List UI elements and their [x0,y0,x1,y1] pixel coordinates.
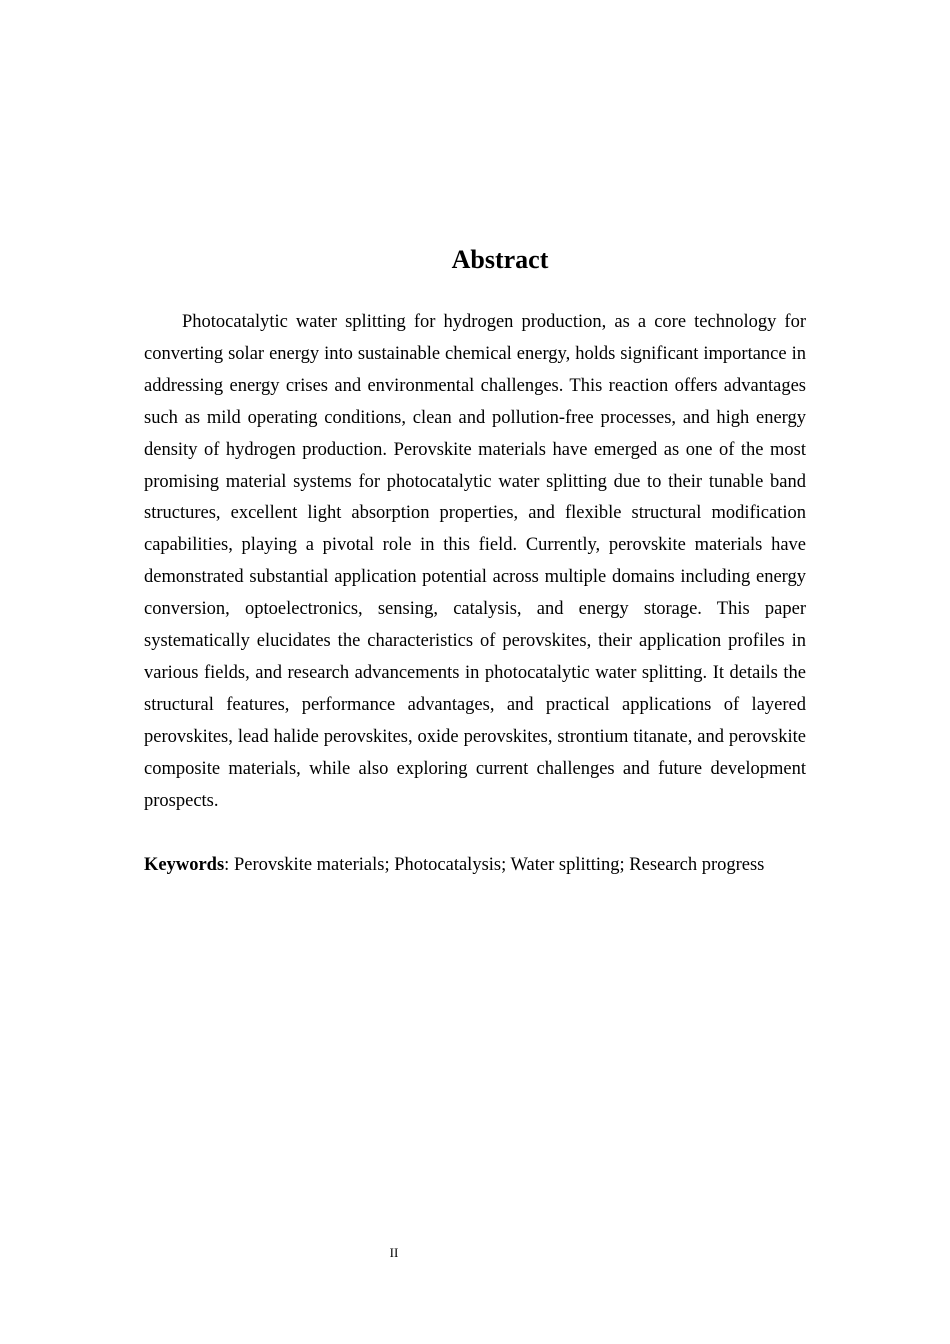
keywords-separator: : [224,854,230,875]
keywords-label: Keywords [144,854,225,875]
page-number: II [389,1245,399,1260]
keywords-text: Perovskite materials; Photocatalysis; Water splitting; Research progress [229,854,765,875]
abstract-paragraph: Photocatalytic water splitting for hydrogen production, as a core technology for converting solar energy into sustainable chemical energy, holds significant importance in addressing energy crises and environmental challenges. This reaction offers advantages such as mild operating conditions, clean and pollution-free processes, and high energy density of hydrogen production. Perovskite materials have emerged as one of the most promising material systems for photocatalytic water splitting due to their tunable band structures, excellent light absorption properties, and flexible structural modification capabilities, playing a pivotal role in this field. Currently, perovskite materials have demonstrated substantial application potential across multiple domains including energy conversion, optoelectronics, sensing, catalysis, and energy storage. This paper systematically elucidates the characteristics of perovskites, their application profiles in various fields, and research advancements in photocatalytic water splitting. It details the structural features, performance advantages, and practical applications of layered perovskites, lead halide perovskites, oxide perovskites, strontium titanate, and perovskite composite materials, while also exploring current challenges and future development prospects. [144,312,806,811]
keywords-line [144,850,806,882]
abstract-body [144,307,806,881]
abstract-title: Abstract [451,245,549,274]
